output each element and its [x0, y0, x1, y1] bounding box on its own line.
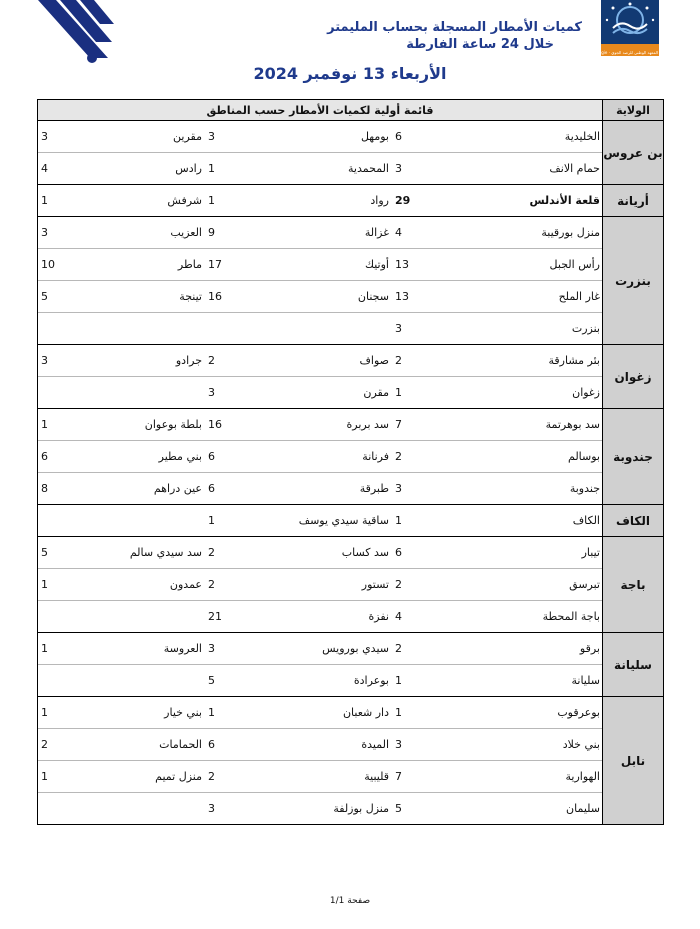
- rain-value: [38, 313, 82, 345]
- station-cells: [38, 345, 603, 409]
- table-row: [38, 313, 603, 345]
- governorate-cell: بن عروس: [603, 121, 664, 185]
- station-name: سليمان: [566, 802, 600, 815]
- table-row: [38, 473, 603, 505]
- station-grid: [38, 697, 603, 824]
- station-cells: [38, 697, 603, 825]
- station-name: [82, 505, 205, 536]
- station-grid: [38, 345, 603, 408]
- station-name: رادس: [175, 162, 202, 175]
- station-name: [249, 313, 392, 345]
- governorate-group: [38, 121, 664, 185]
- rain-value: 1: [205, 697, 249, 729]
- rain-value: 2: [38, 729, 82, 761]
- station-name: عين دراهم: [153, 482, 202, 495]
- rain-value: 3: [38, 121, 82, 153]
- station-name: زغوان: [572, 386, 600, 399]
- rain-value: 5: [208, 674, 215, 687]
- table-row: [38, 121, 603, 153]
- rain-value: 1: [38, 569, 82, 601]
- table-row: [38, 697, 603, 729]
- station-name: بوعرقوب: [436, 697, 603, 729]
- rain-value: 1: [38, 697, 82, 729]
- rain-value: 2: [205, 345, 249, 377]
- rainfall-table: [37, 99, 664, 825]
- rain-value: 1: [208, 162, 215, 175]
- rain-value: 3: [205, 121, 249, 153]
- rain-value: 2: [205, 761, 249, 793]
- rain-value: 21: [208, 610, 222, 623]
- table-row: [38, 793, 603, 825]
- station-name: طبرقة: [359, 482, 389, 495]
- station-name: دار شعبان: [249, 697, 392, 729]
- rain-value: 3: [205, 633, 249, 665]
- station-name: العروسة: [82, 633, 205, 665]
- rain-value: 16: [205, 409, 249, 441]
- report-subtitle: خلال 24 ساعة الفارطة: [406, 37, 554, 52]
- station-grid: [38, 633, 603, 696]
- station-cells: [38, 505, 603, 537]
- station-name: [82, 793, 205, 825]
- governorate-group: [38, 217, 664, 345]
- institute-logo: [536, 0, 659, 56]
- station-name: منزل بورقيبة: [436, 217, 603, 249]
- station-name: شرفش: [167, 194, 202, 207]
- table-row: [38, 505, 603, 536]
- rain-value: 2: [392, 569, 436, 601]
- governorate-cell: الكاف: [603, 505, 664, 537]
- rain-value: 4: [392, 217, 436, 249]
- governorate-cell: نابل: [603, 697, 664, 825]
- table-row: [38, 569, 603, 601]
- station-name: مقرن: [363, 386, 389, 399]
- station-name: بئر مشارقة: [436, 345, 603, 377]
- table-header-row: [38, 100, 664, 121]
- station-name: [82, 601, 205, 633]
- station-name: باجة المحطة: [542, 610, 600, 623]
- rain-value: 16: [205, 281, 249, 313]
- rain-value: 3: [395, 482, 402, 495]
- station-name: العزيب: [82, 217, 205, 249]
- list-header: قائمة أولية لكميات الأمطار حسب المناطق: [38, 100, 603, 121]
- rain-value: 2: [205, 569, 249, 601]
- governorate-group: [38, 409, 664, 505]
- rain-value: 1: [38, 633, 82, 665]
- rain-value: 7: [392, 761, 436, 793]
- station-name: بني خيار: [82, 697, 205, 729]
- rain-value: 6: [205, 441, 249, 473]
- station-name: رأس الجبل: [436, 249, 603, 281]
- weather-emblem-icon: [601, 0, 659, 44]
- rain-value: 5: [38, 537, 82, 569]
- station-grid: [38, 121, 603, 184]
- station-name: الهوارية: [436, 761, 603, 793]
- station-name: [82, 665, 205, 697]
- table-row: [38, 441, 603, 473]
- rain-value: 2: [392, 441, 436, 473]
- station-name: بوعرادة: [353, 674, 389, 687]
- rain-value: 6: [205, 729, 249, 761]
- rain-value: 1: [395, 386, 402, 399]
- governorate-cell: زغوان: [603, 345, 664, 409]
- station-name: قلعة الأندلس: [529, 194, 600, 207]
- report-date: الأربعاء 13 نوفمبر 2024: [253, 64, 447, 83]
- rain-value: 1: [38, 409, 82, 441]
- governorate-group: [38, 505, 664, 537]
- station-name: جرادو: [82, 345, 205, 377]
- table-row: [38, 761, 603, 793]
- table-row: [38, 249, 603, 281]
- rain-value: 7: [392, 409, 436, 441]
- rain-value: [205, 313, 249, 345]
- rain-value: 3: [392, 729, 436, 761]
- table-row: [38, 153, 603, 185]
- station-name: سد بوهرتمة: [436, 409, 603, 441]
- station-name: غزالة: [249, 217, 392, 249]
- station-cells: [38, 185, 603, 217]
- logo-caption: المعهد الوطني للرصد الجوي · Institut National de la Météorologie: [536, 50, 658, 55]
- station-name: ساقية سيدي يوسف: [298, 514, 389, 527]
- rain-value: 3: [208, 802, 215, 815]
- governorate-cell: سليانة: [603, 633, 664, 697]
- rain-value: 17: [205, 249, 249, 281]
- rain-value: 6: [392, 537, 436, 569]
- station-name: جندوبة: [569, 482, 600, 495]
- station-name: غار الملح: [436, 281, 603, 313]
- rain-value: 2: [392, 633, 436, 665]
- table-row: [38, 537, 603, 569]
- rain-value: 3: [395, 322, 402, 335]
- rain-value: 1: [38, 761, 82, 793]
- rain-value: 3: [208, 386, 215, 399]
- station-cells: [38, 409, 603, 505]
- rain-value: 4: [41, 162, 48, 175]
- station-name: بلطة بوعوان: [82, 409, 205, 441]
- station-name: قليبية: [249, 761, 392, 793]
- rain-value: 2: [392, 345, 436, 377]
- station-name: الحمامات: [82, 729, 205, 761]
- table-row: [38, 217, 603, 249]
- rain-value: [38, 793, 82, 825]
- station-grid: [38, 537, 603, 632]
- governorate-group: [38, 697, 664, 825]
- table-row: [38, 601, 603, 633]
- rain-value: 6: [208, 482, 215, 495]
- station-name: سد كساب: [249, 537, 392, 569]
- station-name: تيبار: [436, 537, 603, 569]
- governorate-group: [38, 633, 664, 697]
- station-grid: [38, 409, 603, 504]
- station-name: عمدون: [82, 569, 205, 601]
- station-name: سجنان: [249, 281, 392, 313]
- rain-value: 13: [392, 281, 436, 313]
- table-row: [38, 345, 603, 377]
- governorate-cell: بنزرت: [603, 217, 664, 345]
- rain-value: 9: [205, 217, 249, 249]
- rain-value: 5: [395, 802, 402, 815]
- rain-value: 6: [392, 121, 436, 153]
- rain-value: 1: [392, 697, 436, 729]
- station-grid: [38, 505, 603, 536]
- station-name: فرنانة: [249, 441, 392, 473]
- table-row: [38, 665, 603, 697]
- governorate-header: الولاية: [603, 100, 664, 121]
- rain-value: 3: [38, 217, 82, 249]
- rain-value: 13: [392, 249, 436, 281]
- station-name: بوسالم: [436, 441, 603, 473]
- station-name: سيدي بورويس: [249, 633, 392, 665]
- station-name: نفزة: [368, 610, 389, 623]
- rainfall-body: [38, 121, 664, 825]
- rain-value: [38, 665, 82, 697]
- table-row: [38, 729, 603, 761]
- rain-value: 3: [38, 345, 82, 377]
- station-name: [82, 377, 205, 409]
- rain-value: 1: [395, 514, 402, 527]
- station-name: مقرين: [82, 121, 205, 153]
- station-name: بني خلاد: [436, 729, 603, 761]
- governorate-group: [38, 185, 664, 217]
- station-name: تينجة: [82, 281, 205, 313]
- rain-value: 1: [208, 514, 215, 527]
- governorate-group: [38, 537, 664, 633]
- rain-value: [38, 377, 82, 409]
- station-grid: [38, 217, 603, 344]
- rain-value: 29: [395, 194, 411, 207]
- station-name: بنزرت: [571, 322, 600, 335]
- station-cells: [38, 121, 603, 185]
- station-name: سليانة: [571, 674, 600, 687]
- station-name: سد سيدي سالم: [82, 537, 205, 569]
- table-row: [38, 377, 603, 409]
- table-row: [38, 633, 603, 665]
- rain-value: [38, 505, 82, 536]
- station-name: بومهل: [249, 121, 392, 153]
- station-name: سد بربرة: [249, 409, 392, 441]
- station-cells: [38, 633, 603, 697]
- station-name: برقو: [436, 633, 603, 665]
- station-name: رواد: [370, 194, 389, 207]
- rain-value: 1: [395, 674, 402, 687]
- rain-value: 8: [41, 482, 48, 495]
- rain-value: [38, 601, 82, 633]
- governorate-group: [38, 345, 664, 409]
- station-name: تبرسق: [436, 569, 603, 601]
- table-row: [38, 185, 603, 216]
- table-row: [38, 409, 603, 441]
- governorate-cell: أريانة: [603, 185, 664, 217]
- station-name: منزل تميم: [82, 761, 205, 793]
- station-cells: [38, 537, 603, 633]
- rain-value: 1: [208, 194, 215, 207]
- rain-value: 2: [205, 537, 249, 569]
- station-name: الكاف: [572, 514, 600, 527]
- governorate-cell: باجة: [603, 537, 664, 633]
- decorative-stripes: [30, 0, 120, 66]
- station-cells: [38, 217, 603, 345]
- station-name: الخليدية: [436, 121, 603, 153]
- station-grid: [38, 185, 603, 216]
- rain-value: 6: [38, 441, 82, 473]
- station-name: بني مطير: [82, 441, 205, 473]
- governorate-cell: جندوبة: [603, 409, 664, 505]
- rain-value: 5: [38, 281, 82, 313]
- station-name: أوتيك: [249, 249, 392, 281]
- page-number: صفحة 1/1: [329, 896, 371, 906]
- station-name: المحمدية: [348, 162, 389, 175]
- station-name: منزل بوزلفة: [333, 802, 389, 815]
- station-name: ماطر: [82, 249, 205, 281]
- station-name: الميدة: [249, 729, 392, 761]
- station-name: [82, 313, 205, 345]
- station-name: صواف: [249, 345, 392, 377]
- rain-value: 1: [41, 194, 48, 207]
- report-title: كميات الأمطار المسجلة بحساب المليمتر: [327, 20, 582, 35]
- station-name: حمام الانف: [549, 162, 600, 175]
- rain-value: 4: [395, 610, 402, 623]
- table-row: [38, 281, 603, 313]
- rain-value: 10: [38, 249, 82, 281]
- station-name: تستور: [249, 569, 392, 601]
- rain-value: 3: [395, 162, 402, 175]
